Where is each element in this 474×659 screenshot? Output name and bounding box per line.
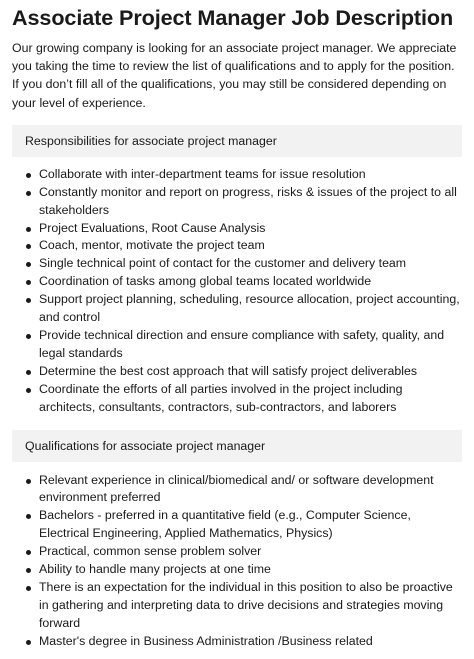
list-item: Determine the best cost approach that will satisfy project deliverables <box>12 363 462 381</box>
list-item: Coordinate the efforts of all parties involved in the project including architects, consultants, contractors, sub-contractors, and laborers <box>12 381 462 417</box>
intro-paragraph: Our growing company is looking for an associate project manager. We appreciate you taking the time to review the list of qualifications and to apply for the position. If you don’t fill all of the qualifications, you may still be considered depending on your level of experience. <box>12 41 457 110</box>
list-item: Ability to handle many projects at one time <box>12 561 462 579</box>
list-item: Collaborate with inter-department teams for issue resolution <box>12 166 462 184</box>
list-item: Master's degree in Business Administration /Business related <box>12 633 462 651</box>
list-item: Project Evaluations, Root Cause Analysis <box>12 220 462 238</box>
list-item: Bachelors - preferred in a quantitative field (e.g., Computer Science, Electrical Engineering, Applied Mathematics, Physics) <box>12 507 462 543</box>
list-item: Practical, common sense problem solver <box>12 543 462 561</box>
list-item: Coordination of tasks among global teams located worldwide <box>12 273 462 291</box>
qualifications-heading: Qualifications for associate project manager <box>12 430 462 462</box>
list-item: Single technical point of contact for the customer and delivery team <box>12 255 462 273</box>
qualifications-list <box>12 472 462 651</box>
list-item: Relevant experience in clinical/biomedical and/ or software development environment preferred <box>12 472 462 508</box>
list-item: Support project planning, scheduling, resource allocation, project accounting, and control <box>12 291 462 327</box>
responsibilities-heading: Responsibilities for associate project manager <box>12 125 462 157</box>
list-item: Provide technical direction and ensure compliance with safety, quality, and legal standards <box>12 327 462 363</box>
responsibilities-list <box>12 166 462 417</box>
page-title: Associate Project Manager Job Description <box>12 5 454 30</box>
list-item: Constantly monitor and report on progress, risks & issues of the project to all stakeholders <box>12 184 462 220</box>
list-item: There is an expectation for the individual in this position to also be proactive in gathering and interpreting data to drive decisions and strategies moving forward <box>12 579 462 633</box>
list-item: Coach, mentor, motivate the project team <box>12 237 462 255</box>
